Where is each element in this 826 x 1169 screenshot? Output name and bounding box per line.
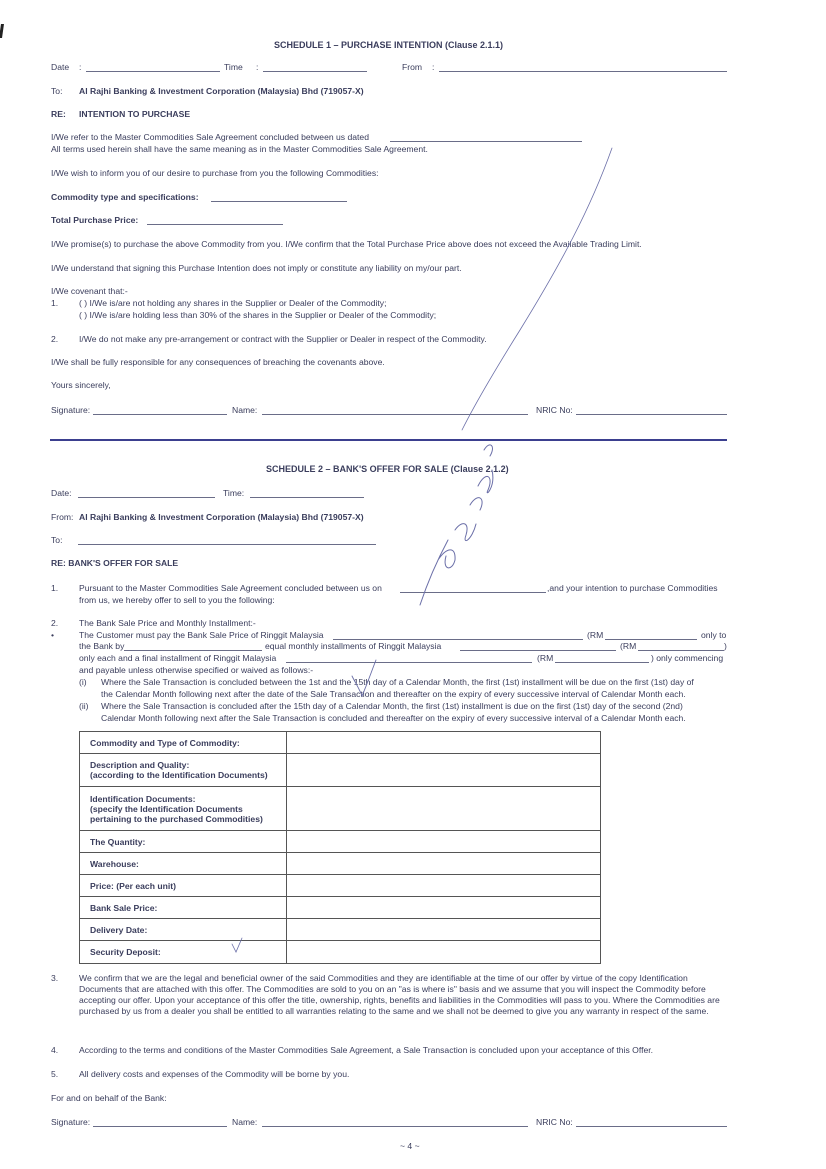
- s2-ii-text2: Calendar Month following next after the Sale Transaction is concluded and thereafter on the expiry of every successive interval of a Calendar Month each.: [101, 713, 686, 723]
- s1-refer-line2: All terms used herein shall have the same meaning as in the Master Commodities Sale Agreement.: [51, 144, 428, 154]
- s1-to-label: To:: [51, 86, 63, 96]
- s1-wish: I/We wish to inform you of our desire to purchase from you the following Commodities:: [51, 168, 379, 178]
- s2-to-label: To:: [51, 535, 63, 545]
- s1-from-label: From: [402, 62, 423, 72]
- table-row-label: Identification Documents: (specify the Identification Documents pertaining to the purchased Commodities): [80, 787, 287, 831]
- s2-p2-l3: only each and a final installment of Ringgit Malaysia: [79, 653, 277, 663]
- s2-p5-num: 5.: [51, 1069, 59, 1079]
- s2-name-label: Name:: [232, 1117, 258, 1127]
- s2-p2-l1: The Customer must pay the Bank Sale Price of Ringgit Malaysia: [79, 630, 324, 640]
- s2-i-text1: Where the Sale Transaction is concluded between the 1st and the 15th day of a Calendar Month, the first (1st) installment will be due on the first (1st) day of: [101, 677, 694, 687]
- s2-from-label: From:: [51, 512, 74, 522]
- s1-yours: Yours sincerely,: [51, 380, 111, 390]
- s2-p4: According to the terms and conditions of the Master Commodities Sale Agreement, a Sale Transaction is concluded upon your acceptance of this Offer.: [79, 1045, 654, 1055]
- s2-time-label: Time:: [223, 488, 245, 498]
- table-row-label: Bank Sale Price:: [80, 897, 287, 919]
- s1-date-label: Date: [51, 62, 70, 72]
- schedule2-title: SCHEDULE 2 – BANK'S OFFER FOR SALE (Clause 2.1.2): [266, 464, 509, 474]
- s2-close-paren: ): [724, 641, 727, 651]
- s2-p1-a: Pursuant to the Master Commodities Sale Agreement concluded between us on: [79, 583, 382, 593]
- s2-p2-l4: and payable unless otherwise specified or waived as follows:-: [79, 665, 314, 675]
- s1-refer-line1: I/We refer to the Master Commodities Sale Agreement concluded between us dated: [51, 132, 369, 142]
- s1-to-value: Al Rajhi Banking & Investment Corporation (Malaysia) Bhd (719057-X): [79, 86, 364, 96]
- s2-rm-open-2: (RM: [620, 641, 637, 651]
- table-row-label: Delivery Date:: [80, 919, 287, 941]
- schedule1-title: SCHEDULE 1 – PURCHASE INTENTION (Clause 2.1.1): [274, 40, 504, 50]
- s1-time-label: Time: [224, 62, 243, 72]
- table-row-label: Description and Quality: (according to the Identification Documents): [80, 754, 287, 787]
- s2-p2-l2: the Bank by: [79, 641, 125, 651]
- s2-from-value: Al Rajhi Banking & Investment Corporation (Malaysia) Bhd (719057-X): [79, 512, 364, 522]
- check-stroke: [352, 660, 376, 696]
- s2-ii-text1: Where the Sale Transaction is concluded after the 15th day of a Calendar Month, the first (1st) installment is due on the first (1st) day of the second (2nd): [101, 701, 683, 711]
- table-row-label: Price: (Per each unit): [80, 875, 287, 897]
- s2-only-to: only to: [701, 630, 727, 640]
- s2-behalf: For and on behalf of the Bank:: [51, 1093, 167, 1103]
- s2-p5: All delivery costs and expenses of the Commodity will be borne by you.: [79, 1069, 350, 1079]
- s1-cov2-num: 2.: [51, 334, 59, 344]
- handwritten-annotation: [420, 445, 493, 605]
- table-row-label: The Quantity:: [80, 831, 287, 853]
- s2-date-label: Date:: [51, 488, 72, 498]
- s1-name-label: Name:: [232, 405, 258, 415]
- s2-p1-num: 1.: [51, 583, 59, 593]
- s2-i-text2: the Calendar Month following next after the date of the Sale Transaction and thereafter on the expiry of every successive interval of Calendar Month each.: [101, 689, 686, 699]
- s1-re-label: RE:: [51, 109, 66, 119]
- s2-rm-open-3: (RM: [537, 653, 554, 663]
- s1-cov1-b: ( ) I/We is/are holding less than 30% of the shares in the Supplier or Dealer of the Commodity;: [79, 310, 437, 320]
- diagonal-pen-stroke: [462, 148, 612, 430]
- s1-cov2: I/We do not make any pre-arrangement or contract with the Supplier or Dealer in respect of the Commodity.: [79, 334, 487, 344]
- s2-p3-num: 3.: [51, 973, 59, 983]
- document-page: SCHEDULE 1 – PURCHASE INTENTION (Clause 2.1.1) Date : Time : From : To: Al Rajhi Banking & Investment Corporation (Malaysia) Bhd (719057-X) RE: INTENTION TO PURCHASE I/We refer to the Master Commodities Sale Agreement concluded between us dated All terms used herein shall have the same meaning as in the Master Commodities Sale Agreement. I/We wish to inform you of our desire to purchase from you the following Commodities: Commodity type and specifications: Total Purchase Price: I/We promise(s) to purchase the above Commodity from you. I/We confirm that the Total Purchase Price above does not exceed the Available Trading Limit. I/We understand that signing this Purchase Intention does not imply or constitute any liability on my/our part. I/We covenant that:- 1. ( ) I/We is/are not holding any shares in the Supplier or Dealer of the Commodity; ( ) I/We is/are holding less than 30% of the shares in the Supplier or Dealer of the Commodity; 2. I/We do not make any pre-arrangement or contract with the Supplier or Dealer in respect of the Commodity. I/We shall be fully responsible for any consequences of breaching the covenants above. Yours sincerely, Signature: Name: NRIC No: SCHEDULE 2 – BANK'S OFFER FOR SALE (Clause 2.1.2) Date: Time: From: Al Rajhi Banking & Investment Corporation (Malaysia) Bhd (719057-X) To: RE: BANK'S OFFER FOR SALE 1. Pursuant to the Master Commodities Sale Agreement concluded between us on ,and your intention to purchase Commodities from us, we hereby offer to sell to you the following: 2. The Bank Sale Price and Monthly Installment:- • The Customer must pay the Bank Sale Price of Ringgit Malaysia (RM only to the Bank by equal monthly installments of Ringgit Malaysia (RM ) only each and a final installment of Ringgit Malaysia (RM ) only commencing and payable unless otherwise specified or waived as follows:- (i) Where the Sale Transaction is concluded between the 1st and the 15th day of a Calendar Month, the first (1st) installment will be due on the first (1st) day of the Calendar Month following next after the date of the Sale Transaction and thereafter on the expiry of every successive interval of Calendar Month each. (ii) Where the Sale Transaction is concluded after the 15th day of a Calendar Month, the first (1st) installment is due on the first (1st) day of the second (2nd) Calendar Month following next after the Sale Transaction is concluded and thereafter on the expiry of every successive interval of a Calendar Month each. Commodity and Type of Commodity: Description and Quality: (according to the Identification Documents) Identification Documents: (specify the Identification Documents pertaining to the purchased Commodities) The Quantity: Warehouse: Price: (Per each unit) Bank Sale Price: Delivery Date: Security Deposit: 3. We confirm that we are the legal and beneficial owner of the said Commodities and they are identifiable at the time of our offer by virtue of the copy Identification Documents that are attached with this offer. The Commodities are sold to you on an "as is where is" basis and we assume that you will inspect the Commodity before accepting our offer. Upon your acceptance of this offer the title, ownership, rights, benefits and liabilities in the Commodities will pass to you. Where the Commodities are purchased by us from a dealer you shall be entitled to all warranties relating to the same and we shall not be deemed to give you any warranty in respect of the same. 4. According to the terms and conditions of the Master Commodities Sale Agreement, a Sale Transaction is concluded upon your acceptance of this Offer. 5. All delivery costs and expenses of the Commodity will be borne by you. For and on behalf of the Bank: Signature: Name: NRIC No: ~ 4 ~: [0, 0, 826, 1169]
- s1-commodity-label: Commodity type and specifications:: [51, 192, 199, 202]
- s1-nric-label: NRIC No:: [536, 405, 573, 415]
- s1-cov1-num: 1.: [51, 298, 59, 308]
- s1-signature-label: Signature:: [51, 405, 91, 415]
- s1-covenant: I/We covenant that:-: [51, 286, 128, 296]
- s2-p2-title: The Bank Sale Price and Monthly Installment:-: [79, 618, 256, 628]
- s1-re-value: INTENTION TO PURCHASE: [79, 109, 191, 119]
- s2-p1-c: from us, we hereby offer to sell to you the following:: [79, 595, 275, 605]
- s2-signature-label: Signature:: [51, 1117, 91, 1127]
- s2-p4-num: 4.: [51, 1045, 59, 1055]
- s2-p2-num: 2.: [51, 618, 59, 628]
- s2-p2-l2b: equal monthly installments of Ringgit Malaysia: [265, 641, 442, 651]
- page-number: ~ 4 ~: [400, 1141, 420, 1151]
- s2-rm-open-1: (RM: [587, 630, 604, 640]
- s1-cov1-a: ( ) I/We is/are not holding any shares in the Supplier or Dealer of the Commodity;: [79, 298, 387, 308]
- table-row-label: Security Deposit:: [80, 941, 287, 964]
- s1-promise: I/We promise(s) to purchase the above Commodity from you. I/We confirm that the Total Purchase Price above does not exceed the Available Trading Limit.: [51, 239, 642, 249]
- s1-total-label: Total Purchase Price:: [51, 215, 139, 225]
- s2-ii-num: (ii): [79, 701, 89, 711]
- s2-p3: We confirm that we are the legal and beneficial owner of the said Commodities and they are identifiable at the time of our offer by virtue of the copy Identification Documents that are attached with this offer. The Commodities are sold to you on an "as is where is" basis and we assume that you will inspect the Commodity before accepting our offer. Upon your acceptance of this offer the title, ownership, rights, benefits and liabilities in the Commodities will pass to you. Where the Commodities are purchased by us from a dealer you shall be entitled to all warranties relating to the same and we shall not be deemed to give you any warranty in respect of the same.: [79, 973, 720, 1016]
- s2-nric-label: NRIC No:: [536, 1117, 573, 1127]
- s1-responsible: I/We shall be fully responsible for any consequences of breaching the covenants above.: [51, 357, 385, 367]
- s2-re: RE: BANK'S OFFER FOR SALE: [51, 558, 179, 568]
- s1-understand: I/We understand that signing this Purchase Intention does not imply or constitute any liability on my/our part.: [51, 263, 462, 273]
- s2-i-num: (i): [79, 677, 87, 687]
- margin-tick: [232, 938, 242, 952]
- table-row-label: Warehouse:: [80, 853, 287, 875]
- s2-bullet: •: [51, 630, 55, 640]
- table-row-label: Commodity and Type of Commodity:: [80, 732, 287, 754]
- s2-only-commencing: ) only commencing: [651, 653, 724, 663]
- s2-p1-b: ,and your intention to purchase Commodities: [547, 583, 718, 593]
